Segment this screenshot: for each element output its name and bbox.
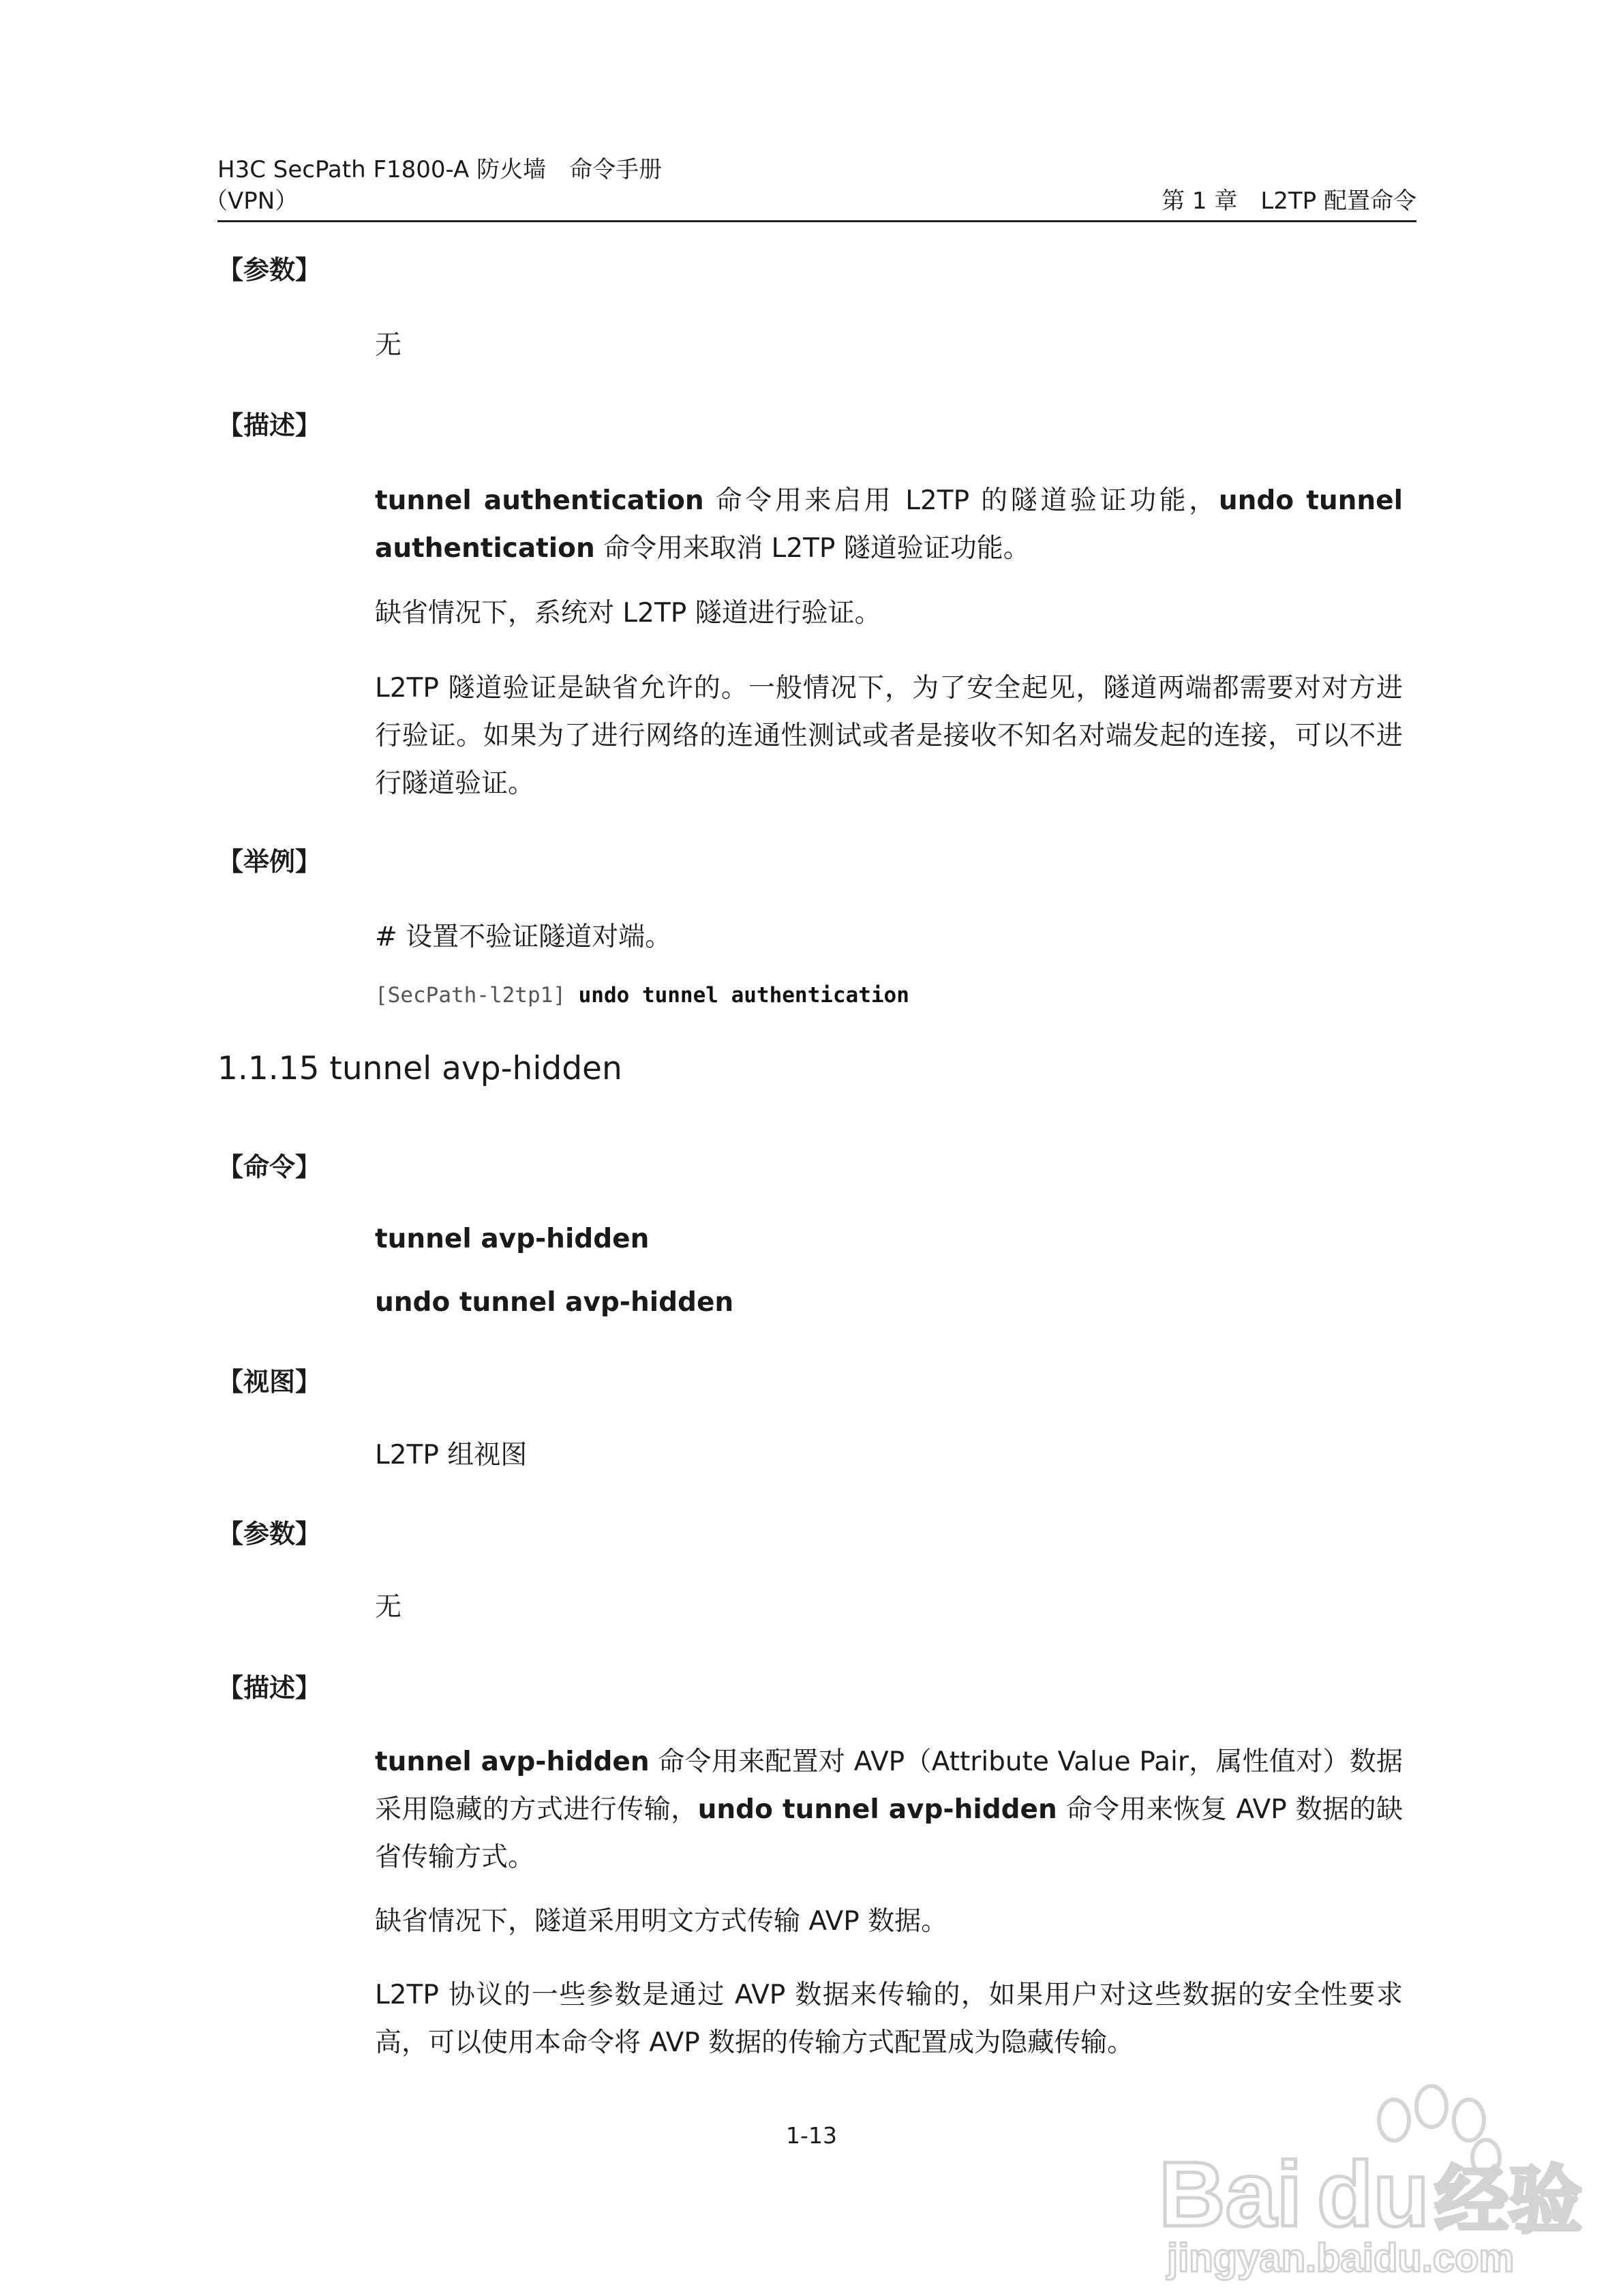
- description-text: 命令用来取消 L2TP 隧道验证功能。: [594, 533, 1030, 564]
- example-code: [375, 982, 909, 1009]
- section-command-label: 【命令】: [217, 1152, 322, 1182]
- watermark-brand: Bai: [1159, 2143, 1303, 2246]
- section-description-label: 【描述】: [217, 410, 322, 440]
- section-view-label: 【视图】: [217, 1367, 322, 1397]
- description-text: 命令用来恢复 AVP 数据的缺省传输方式。: [375, 1794, 1403, 1873]
- command-name: tunnel avp-hidden: [375, 1747, 650, 1777]
- page-number: 1-13: [786, 2122, 837, 2149]
- description-text: 命令用来启用 L2TP 的隧道验证功能，: [703, 485, 1219, 516]
- baidu-jingyan-watermark-logo: [1159, 2072, 1595, 2284]
- command-syntax-2: undo tunnel avp-hidden: [375, 1287, 734, 1318]
- command-name: tunnel authentication: [375, 485, 704, 516]
- section-heading: 1.1.15 tunnel avp-hidden: [217, 1050, 622, 1087]
- code-command: undo tunnel authentication: [578, 983, 909, 1008]
- section-params-label: 【参数】: [217, 255, 322, 285]
- description-paragraph-3: L2TP 隧道验证是缺省允许的。一般情况下，为了安全起见，隧道两端都需要对对方进行验证。如果为了进行网络的连通性测试或者是接收不知名对端发起的连接，可以不进行隧道验证。: [375, 673, 1403, 799]
- section-description-label-2: 【描述】: [217, 1673, 322, 1703]
- header-title: H3C SecPath F1800-A 防火墙 命令手册: [217, 156, 663, 183]
- description2-paragraph-2: 缺省情况下，隧道采用明文方式传输 AVP 数据。: [375, 1906, 948, 1937]
- header-rule: [217, 220, 1416, 222]
- command-syntax-1: tunnel avp-hidden: [375, 1224, 650, 1254]
- view-value: L2TP 组视图: [375, 1440, 528, 1470]
- header-subtitle: （VPN）: [204, 187, 299, 215]
- command-name: undo tunnel avp-hidden: [697, 1794, 1057, 1825]
- params-value-2: 无: [375, 1592, 402, 1622]
- params-value: 无: [375, 330, 402, 361]
- watermark-brand-du: du: [1317, 2143, 1429, 2246]
- section-example-label: 【举例】: [217, 847, 322, 877]
- watermark-brand-jingyan: 经验: [1435, 2158, 1583, 2244]
- description2-paragraph-3: L2TP 协议的一些参数是通过 AVP 数据来传输的，如果用户对这些数据的安全性要求高，可以使用本命令将 AVP 数据的传输方式配置成为隐藏传输。: [375, 1980, 1403, 2058]
- section-params-label-2: 【参数】: [217, 1519, 322, 1549]
- description-paragraph-1: [375, 477, 1403, 573]
- command-name: undo tunnel authentication: [375, 485, 1403, 564]
- description2-paragraph-1: [375, 1738, 1403, 1882]
- example-description: # 设置不验证隧道对端。: [375, 922, 672, 952]
- header-chapter: 第 1 章 L2TP 配置命令: [1162, 187, 1416, 215]
- code-prompt: [SecPath-l2tp1]: [375, 983, 579, 1008]
- watermark-url: jingyan.baidu.com: [1167, 2236, 1515, 2280]
- description-text: 命令用来配置对 AVP（Attribute Value Pair，属性值对）数据采用隐藏的方式进行传输，: [375, 1747, 1403, 1825]
- description-paragraph-2: 缺省情况下，系统对 L2TP 隧道进行验证。: [375, 598, 881, 629]
